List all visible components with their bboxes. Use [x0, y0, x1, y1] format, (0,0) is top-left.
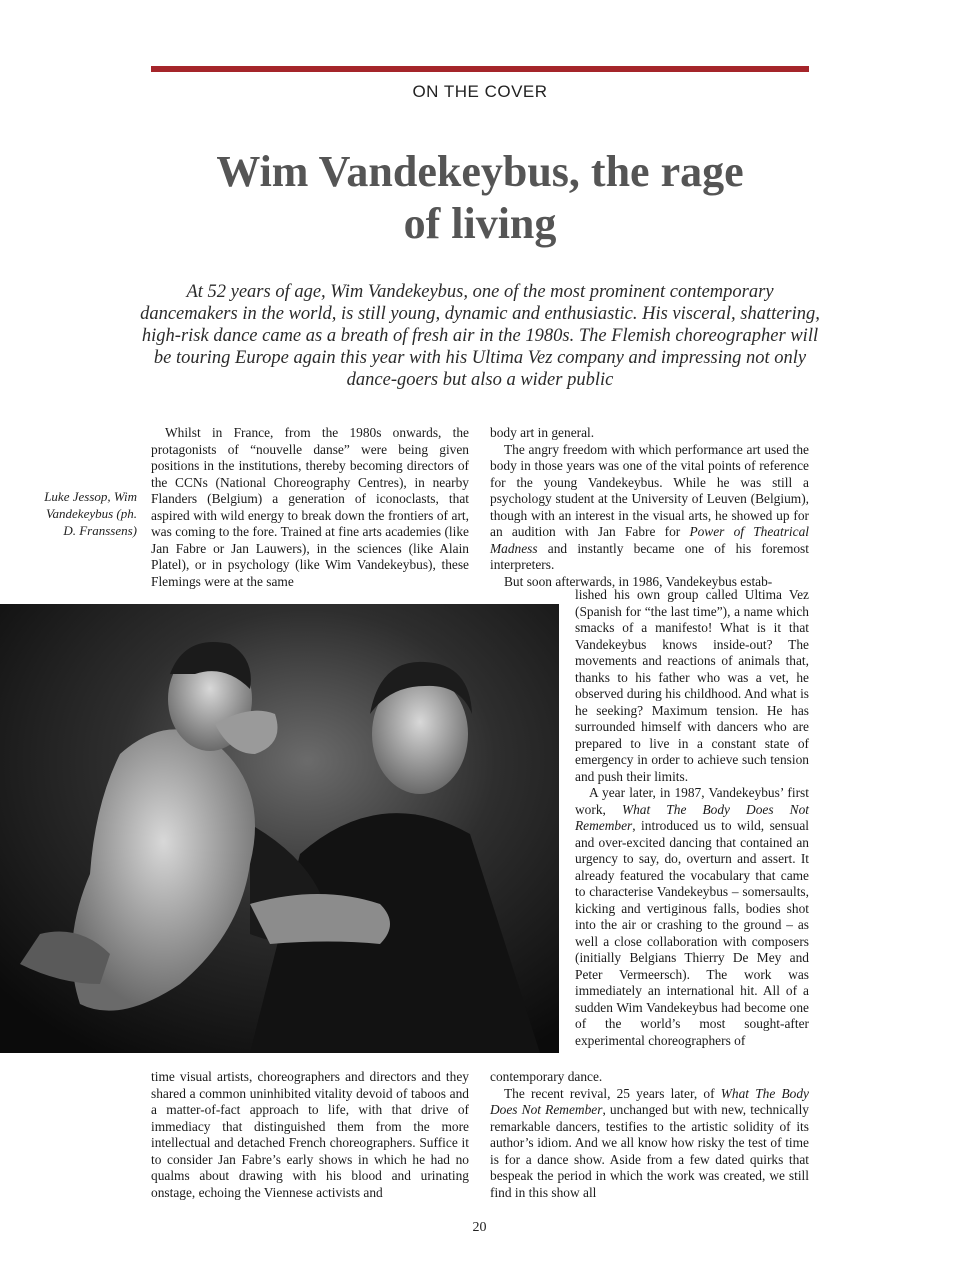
lead-paragraph: At 52 years of age, Wim Vandekeybus, one of the most prominent contemporary dancemakers in the world, is still young, dynamic and enthusiastic. His visceral, shattering, high-risk dance came as a breath of fresh air in the 1980s. The Flemish choreographer will be touring Europe again this year with his Ultima Vez company and impressing not only dance-goers but also a wider public [140, 282, 820, 390]
body-paragraph: lished his own group called Ultima Vez (Spanish for “the last time”), a name which smacks of a manifesto! What is it that Vandekeybus knows inside-out? The movements and reactions of animals that, thanks to his father who was a vet, he observed during his childhood. And what is he seeking? Maximum tension. He has surrounded himself with dancers who are prepared to live in a constant state of emergency in order to achieve such tension and push their limits. [575, 587, 809, 784]
cover-photo [0, 604, 559, 1053]
body-paragraph: The angry freedom with which performance art used the body in those years was one of the vital points of reference for the young Vandekeybus. While he was still a psychology student at the University of Leuven (Belgium), though with an interest in the visual arts, he showed up for an audition with Jan Fabre for Power of Theatrical Madness and instantly became one of his foremost interpreters. [490, 441, 809, 572]
column-2-top [490, 425, 809, 590]
section-label: ON THE COVER [412, 82, 548, 101]
column-2-bottom [490, 1069, 809, 1201]
article-title [100, 146, 860, 250]
body-paragraph: A year later, in 1987, Vandekeybus’ first work, What The Body Does Not Remember, introduced us to wild, sensual and over-excited dancing that contained an urgency to say, do, overturn and assert. It already featured the vocabulary that came to characterise Vandekeybus – somersaults, kicking and vertiginous falls, bodies shot into the air or crashing to the ground – as well a close collaboration with composers (initially Belgians Thierry De Mey and Peter Vermeersch). The work was immediately an international hit. All of a sudden Wim Vandekeybus had become one of the world’s most sought-after experimental choreographers of [575, 785, 810, 1048]
column-1-bottom [151, 1069, 469, 1201]
body-paragraph: body art in general. [490, 425, 595, 440]
body-paragraph: contemporary dance. [490, 1069, 603, 1084]
photo-caption: Luke Jessop, Wim Vandekeybus (ph. D. Franssens) [44, 489, 137, 538]
column-2-wrap [575, 587, 809, 1049]
work-title: Power of Theatrical Madness [490, 524, 809, 556]
work-title: What The Body Does Not Remember [575, 801, 810, 833]
page-number: 20 [472, 1220, 487, 1235]
body-paragraph: time visual artists, choreographers and directors and they shared a common uninhibited vitality devoid of taboos and a matter-of-fact approach to life, with that drive of immediacy that distinguished them from the more intellectual and detached French choreographers. Suffice it to consider Jan Fabre’s early shows in which he had no qualms about drawing with his blood and urinating onstage, echoing the Viennese activists and [151, 1069, 469, 1200]
title-line-1: Wim Vandekeybus, the rage [216, 147, 744, 196]
body-paragraph: Whilst in France, from the 1980s onwards, the protagonists of “nouvelle danse” were being given positions in the institutions, thereby becoming directors of the CCNs (National Choreography Centres), in nearby Flanders (Belgium) a generation of iconoclasts, that aspired with wild energy to break down the frontiers of art, was coming to the fore. Trained at fine arts academies (like Jan Fabre or Jan Lauwers), in the sciences (like Alain Platel), or in psychology (like Wim Vandekeybus), these Flemings were at the same [151, 425, 469, 589]
work-title: What The Body Does Not Remember [490, 1085, 809, 1117]
body-paragraph: But soon afterwards, in 1986, Vandekeybus estab- [504, 573, 773, 589]
section-rule [151, 66, 809, 72]
title-line-2: of living [403, 199, 557, 248]
body-paragraph: The recent revival, 25 years later, of What The Body Does Not Remember, unchanged but with new, technically remarkable dancers, testifies to the artistic solidity of its author’s idiom. And we all know how risky the test of time is for a dance show. Aside from a few dated quirks that bespeak the period in which the work was created, we still find in this show all [490, 1085, 809, 1200]
column-1-top [151, 425, 469, 590]
